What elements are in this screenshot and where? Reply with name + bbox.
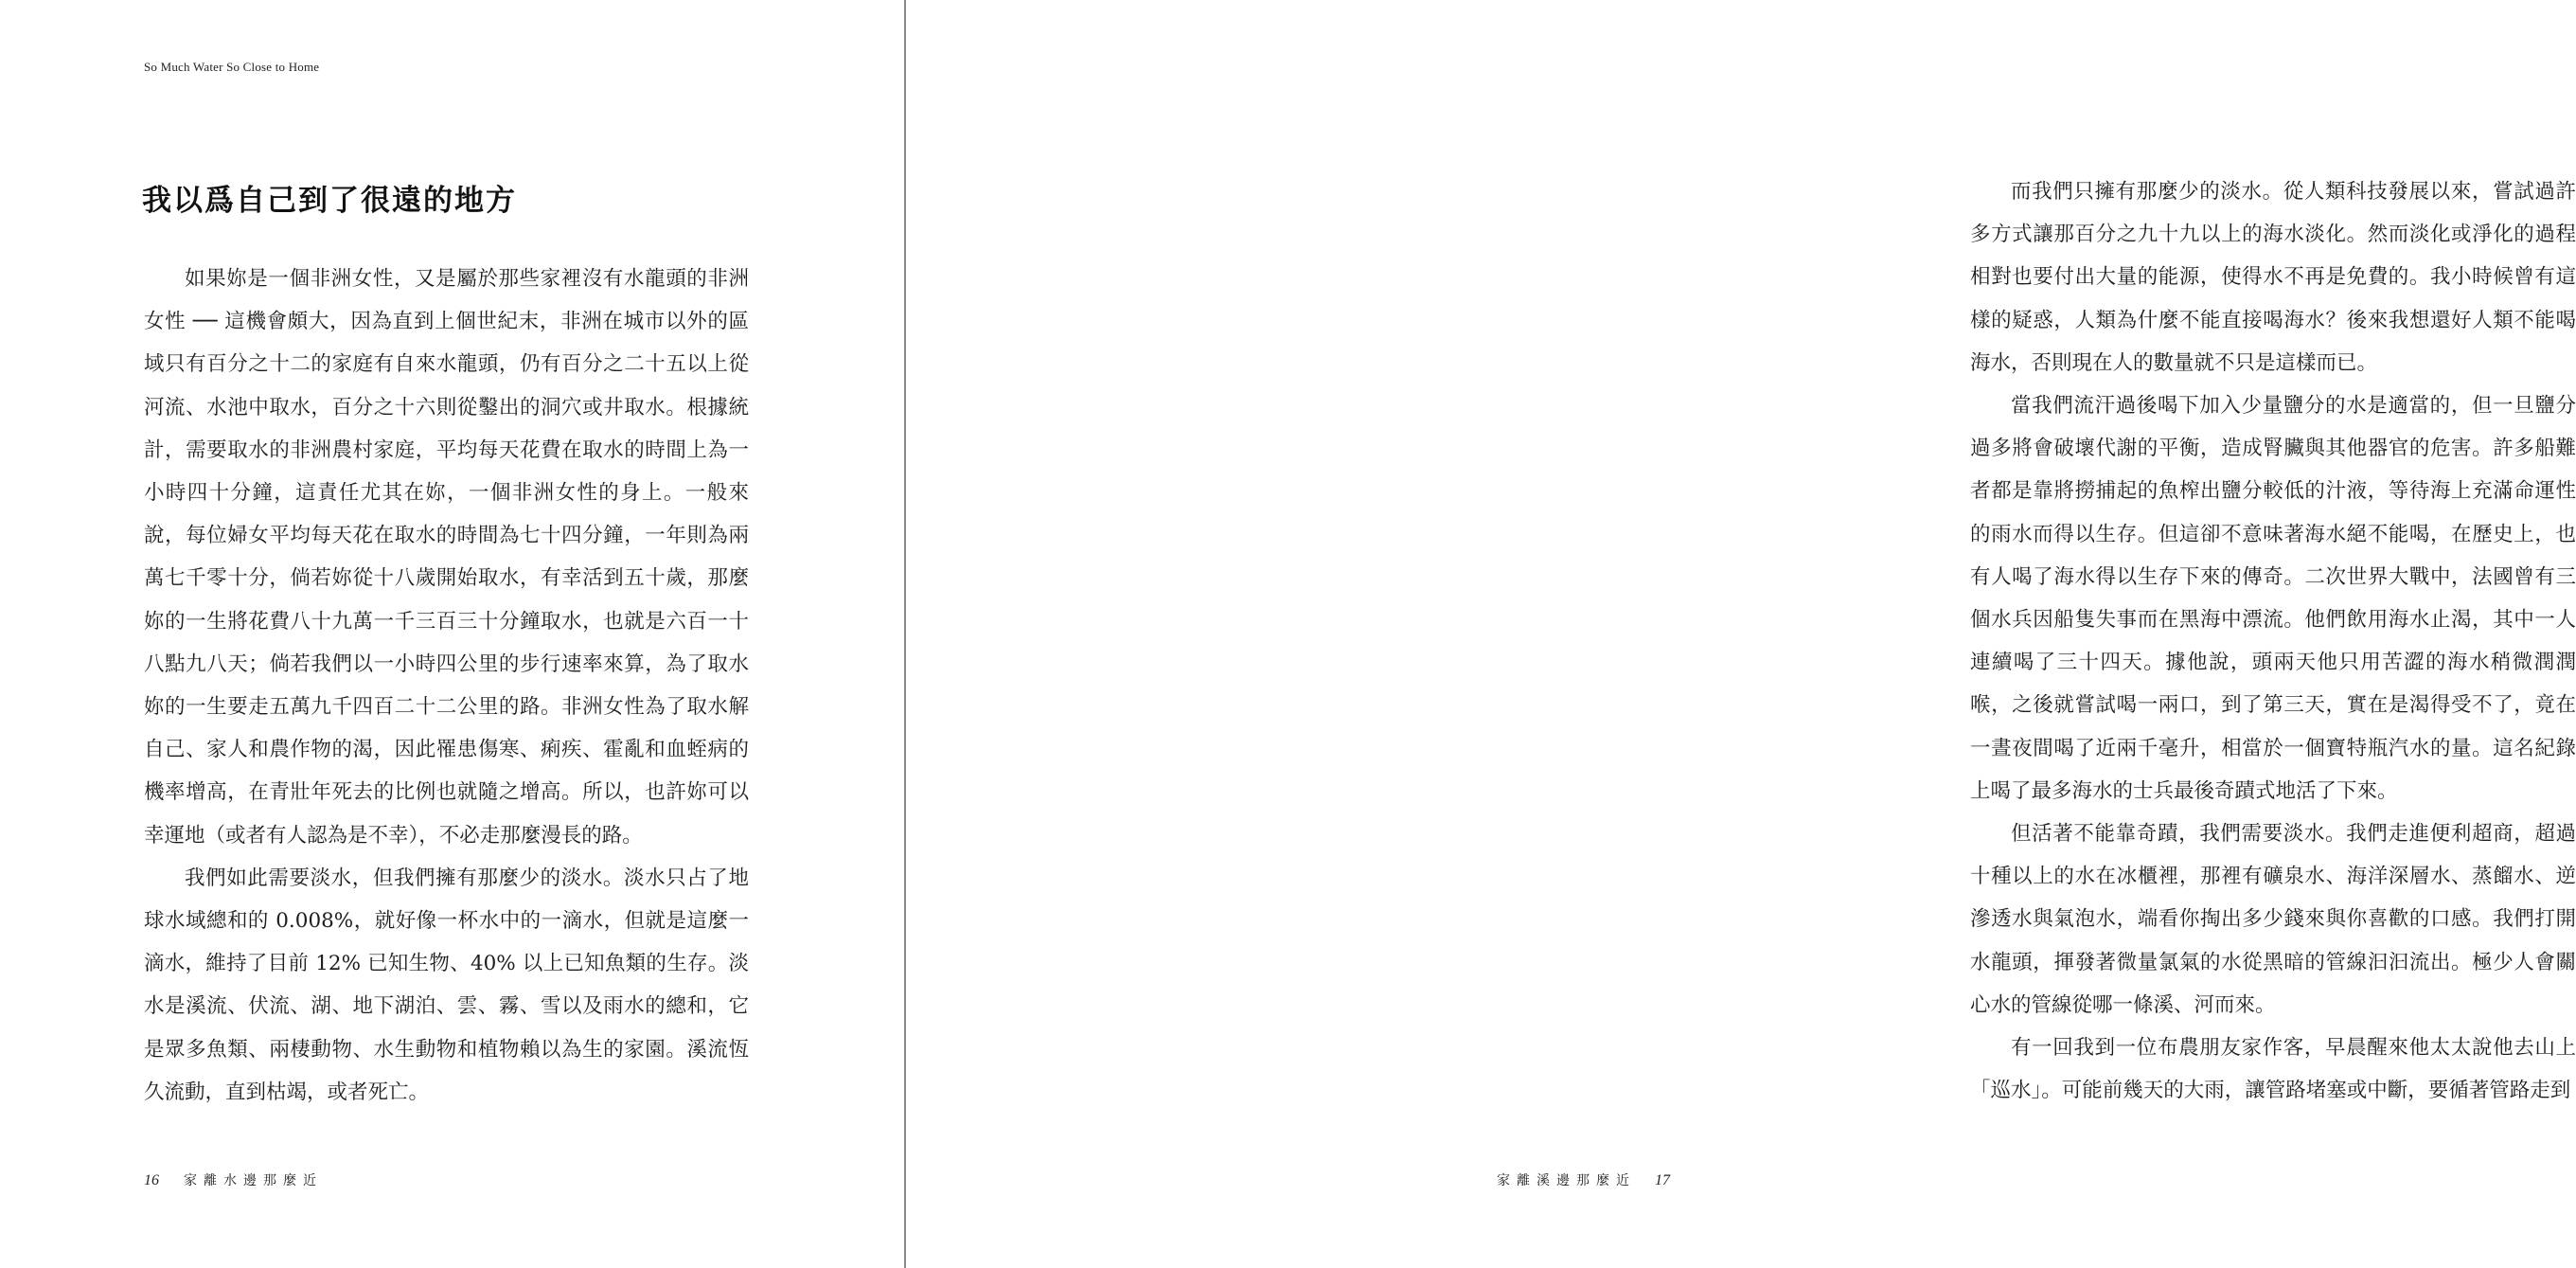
body-paragraph: 當我們流汗過後喝下加入少量鹽分的水是適當的，但一旦鹽分過多將會破壞代謝的平衡，造成腎臟與其他器官的危害。許多船難者都是靠將撈捕起的魚榨出鹽分較低的汁液，等待海上充滿命運性的雨水而得以生存。但這卻不意味著海水絕不能喝，在歷史上，也有人喝了海水得以生存下來的傳奇。二次世界大戰中，法國曾有三個水兵因船隻失事而在黑海中漂流。他們飲用海水止渴，其中一人連續喝了三十四天。據他說，頭兩天他只用苦澀的海水稍微潤潤喉，之後就嘗試喝一兩口，到了第三天，實在是渴得受不了，竟在一晝夜間喝了近兩千毫升，相當於一個寶特瓶汽水的量。這名紀錄上喝了最多海水的士兵最後奇蹟式地活了下來。 [1970, 394, 2576, 803]
body-paragraph: 我們如此需要淡水，但我們擁有那麼少的淡水。淡水只占了地球水域總和的 0.008%，就好像一杯水中的一滴水，但就是這麼一滴水，維持了目前 12% 已知生物、40% 以上已知魚類的生存。淡水是溪流、伏流、湖、地下湖泊、雲、霧、雪以及雨水的總和，它是眾多魚類、兩棲動物、水生動物和植物賴以為生的家園。溪流恆久流動，直到枯竭，或者死亡。 [144, 866, 749, 1104]
left-page [0, 0, 904, 1268]
right-body-text [1970, 170, 2576, 1112]
folio-book-title: 家離溪邊那麼近 [1497, 1173, 1636, 1188]
folio-book-title: 家離水邊那麼近 [184, 1173, 323, 1188]
page-number: 17 [1655, 1172, 1670, 1188]
right-page [906, 0, 2576, 1268]
left-body-text [144, 258, 749, 1114]
body-paragraph: 如果妳是一個非洲女性，又是屬於那些家裡沒有水龍頭的非洲女性 ── 這機會頗大，因為直到上個世紀末，非洲在城市以外的區域只有百分之十二的家庭有自來水龍頭，仍有百分之二十五以上從河流、水池中取水，百分之十六則從鑿出的洞穴或井取水。根據統計，需要取水的非洲農村家庭，平均每天花費在取水的時間上為一小時四十分鐘，這責任尤其在妳，一個非洲女性的身上。一般來說，每位婦女平均每天花在取水的時間為七十四分鐘，一年則為兩萬七千零十分，倘若妳從十八歲開始取水，有幸活到五十歲，那麼妳的一生將花費八十九萬一千三百三十分鐘取水，也就是六百一十八點九八天；倘若我們以一小時四公里的步行速率來算，為了取水妳的一生要走五萬九千四百二十二公里的路。非洲女性為了取水解自己、家人和農作物的渴，因此罹患傷寒、痢疾、霍亂和血蛭病的機率增高，在青壯年死去的比例也就隨之增高。所以，也許妳可以幸運地（或者有人認為是不幸），不必走那麼漫長的路。 [144, 267, 749, 848]
chapter-title: 我以爲自己到了很遠的地方 [142, 184, 517, 218]
body-paragraph: 而我們只擁有那麼少的淡水。從人類科技發展以來，嘗試過許多方式讓那百分之九十九以上的海水淡化。然而淡化或淨化的過程相對也要付出大量的能源，使得水不再是免費的。我小時候曾有這樣的疑惑，人類為什麼不能直接喝海水？後來我想還好人類不能喝海水，否則現在人的數量就不只是這樣而已。 [1970, 180, 2576, 375]
running-head: So Much Water So Close to Home [144, 60, 320, 74]
page-number: 16 [144, 1172, 159, 1188]
right-folio [1497, 1170, 1670, 1189]
body-paragraph: 有一回我到一位布農朋友家作客，早晨醒來他太太說他去山上「巡水」。可能前幾天的大雨，讓管路堵塞或中斷，要循著管路走到 [1970, 1036, 2576, 1103]
left-folio [144, 1170, 323, 1189]
body-paragraph: 但活著不能靠奇蹟，我們需要淡水。我們走進便利超商，超過十種以上的水在冰櫃裡，那裡有礦泉水、海洋深層水、蒸餾水、逆滲透水與氣泡水，端看你掏出多少錢來與你喜歡的口感。我們打開水龍頭，揮發著微量氯氣的水從黑暗的管線汩汩流出。極少人會關心水的管線從哪一條溪、河而來。 [1970, 822, 2576, 1017]
